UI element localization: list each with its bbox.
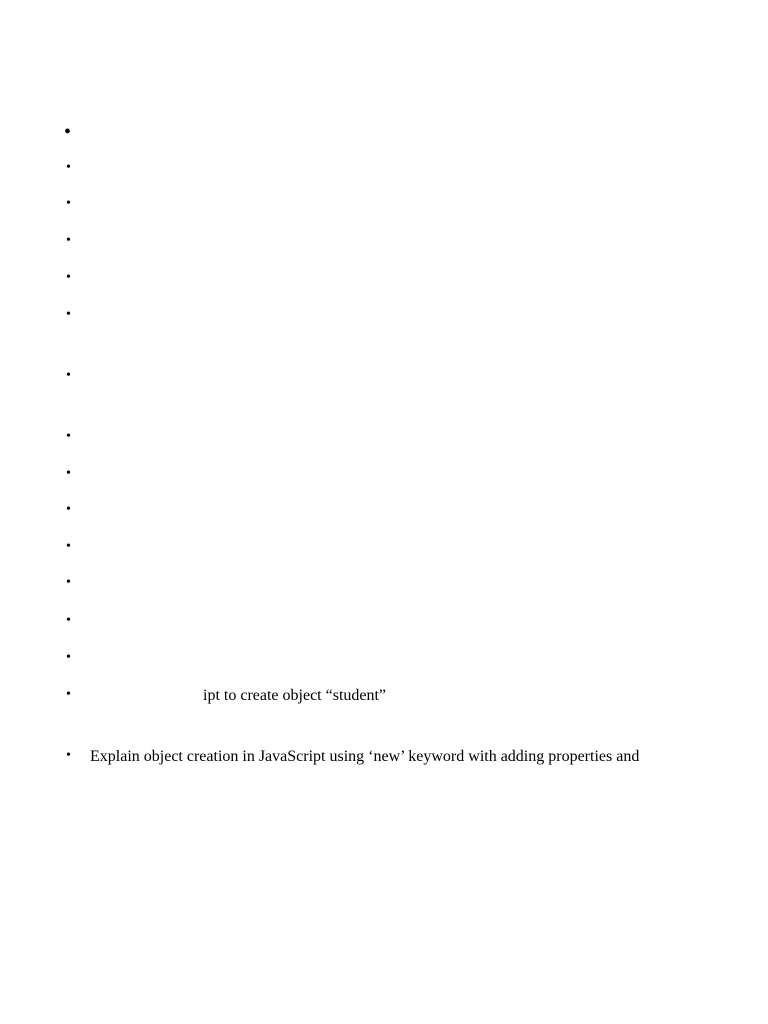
list-item-text-15: ipt to create object “student” <box>203 687 387 704</box>
bullet-12: • <box>66 575 71 590</box>
bullet-10: • <box>66 502 71 517</box>
bullet-3: • <box>66 196 71 211</box>
bullet-6: • <box>66 307 71 322</box>
bullet-13: • <box>66 613 71 628</box>
bullet-2: • <box>66 160 71 175</box>
bullet-1: • <box>64 121 72 143</box>
bullet-14: • <box>66 650 71 665</box>
list-item-text-16: Explain object creation in JavaScript using ‘new’ keyword with adding properties and <box>90 748 640 765</box>
bullet-4: • <box>66 233 71 248</box>
bullet-16: • <box>66 748 71 763</box>
bullet-15: • <box>66 687 71 702</box>
bullet-7: • <box>66 368 71 383</box>
bullet-5: • <box>66 270 71 285</box>
bullet-9: • <box>66 466 71 481</box>
bullet-11: • <box>66 539 71 554</box>
bullet-8: • <box>66 429 71 444</box>
